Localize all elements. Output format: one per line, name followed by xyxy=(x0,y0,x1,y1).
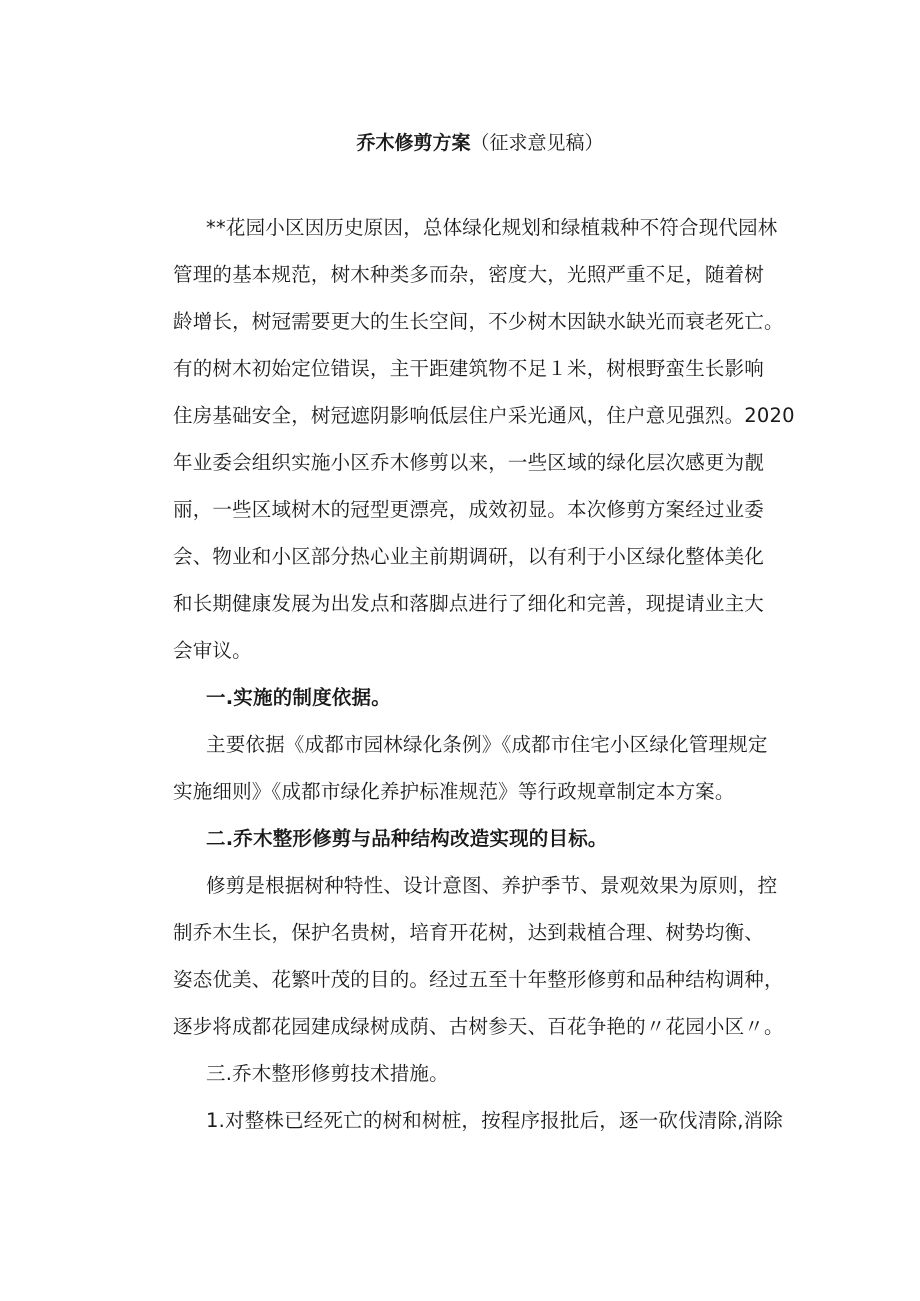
paragraph-line: 管理的基本规范，树木种类多而杂，密度大，光照严重不足，随着树 xyxy=(173,263,765,286)
section-heading-3: 三.乔木整形修剪技术措施。 xyxy=(206,1062,449,1085)
section-heading-1: 一.实施的制度依据。 xyxy=(206,686,391,709)
paragraph-line: 修剪是根据树种特性、设计意图、养护季节、景观效果为原则，控 xyxy=(206,874,778,897)
document-title xyxy=(0,128,920,158)
paragraph-line: 有的树木初始定位错误，主干距建筑物不足１米，树根野蛮生长影响 xyxy=(173,357,765,380)
paragraph-line: 年业委会组织实施小区乔木修剪以来，一些区域的绿化层次感更为靓 xyxy=(173,451,765,474)
paragraph-line: 实施细则》《成都市绿化养护标准规范》等行政规章制定本方案。 xyxy=(173,780,735,803)
paragraph-line: 丽，一些区域树木的冠型更漂亮，成效初显。本次修剪方案经过业委 xyxy=(173,498,765,521)
section-heading-2: 二.乔木整形修剪与品种结构改造实现的目标。 xyxy=(206,827,608,850)
paragraph-line: 姿态优美、花繁叶茂的目的。经过五至十年整形修剪和品种结构调种， xyxy=(173,968,784,991)
paragraph-line: 和长期健康发展为出发点和落脚点进行了细化和完善，现提请业主大 xyxy=(173,592,765,615)
title-subtitle: （征求意见稿） xyxy=(470,132,604,154)
paragraph-line: 1.对整株已经死亡的树和树桩，按程序报批后，逐一砍伐清除,消除 xyxy=(206,1109,784,1132)
paragraph-line: 制乔木生长，保护名贵树，培育开花树，达到栽植合理、树势均衡、 xyxy=(173,921,765,944)
paragraph-line: 住房基础安全，树冠遮阴影响低层住户采光通风，住户意见强烈。2020 xyxy=(173,404,795,427)
title-main: 乔木修剪方案 xyxy=(356,132,471,154)
paragraph-line: 会、物业和小区部分热心业主前期调研，以有利于小区绿化整体美化 xyxy=(173,545,765,568)
paragraph-line: 会审议。 xyxy=(173,639,252,662)
paragraph-line: 逐步将成都花园建成绿树成荫、古树参天、百花争艳的〃花园小区〃。 xyxy=(173,1015,784,1038)
paragraph-line: **花园小区因历史原因，总体绿化规划和绿植栽种不符合现代园林 xyxy=(206,216,778,239)
paragraph-line: 主要依据《成都市园林绿化条例》《成都市住宅小区绿化管理规定 xyxy=(206,733,768,756)
paragraph-line: 龄增长，树冠需要更大的生长空间，不少树木因缺水缺光而衰老死亡。 xyxy=(173,310,784,333)
